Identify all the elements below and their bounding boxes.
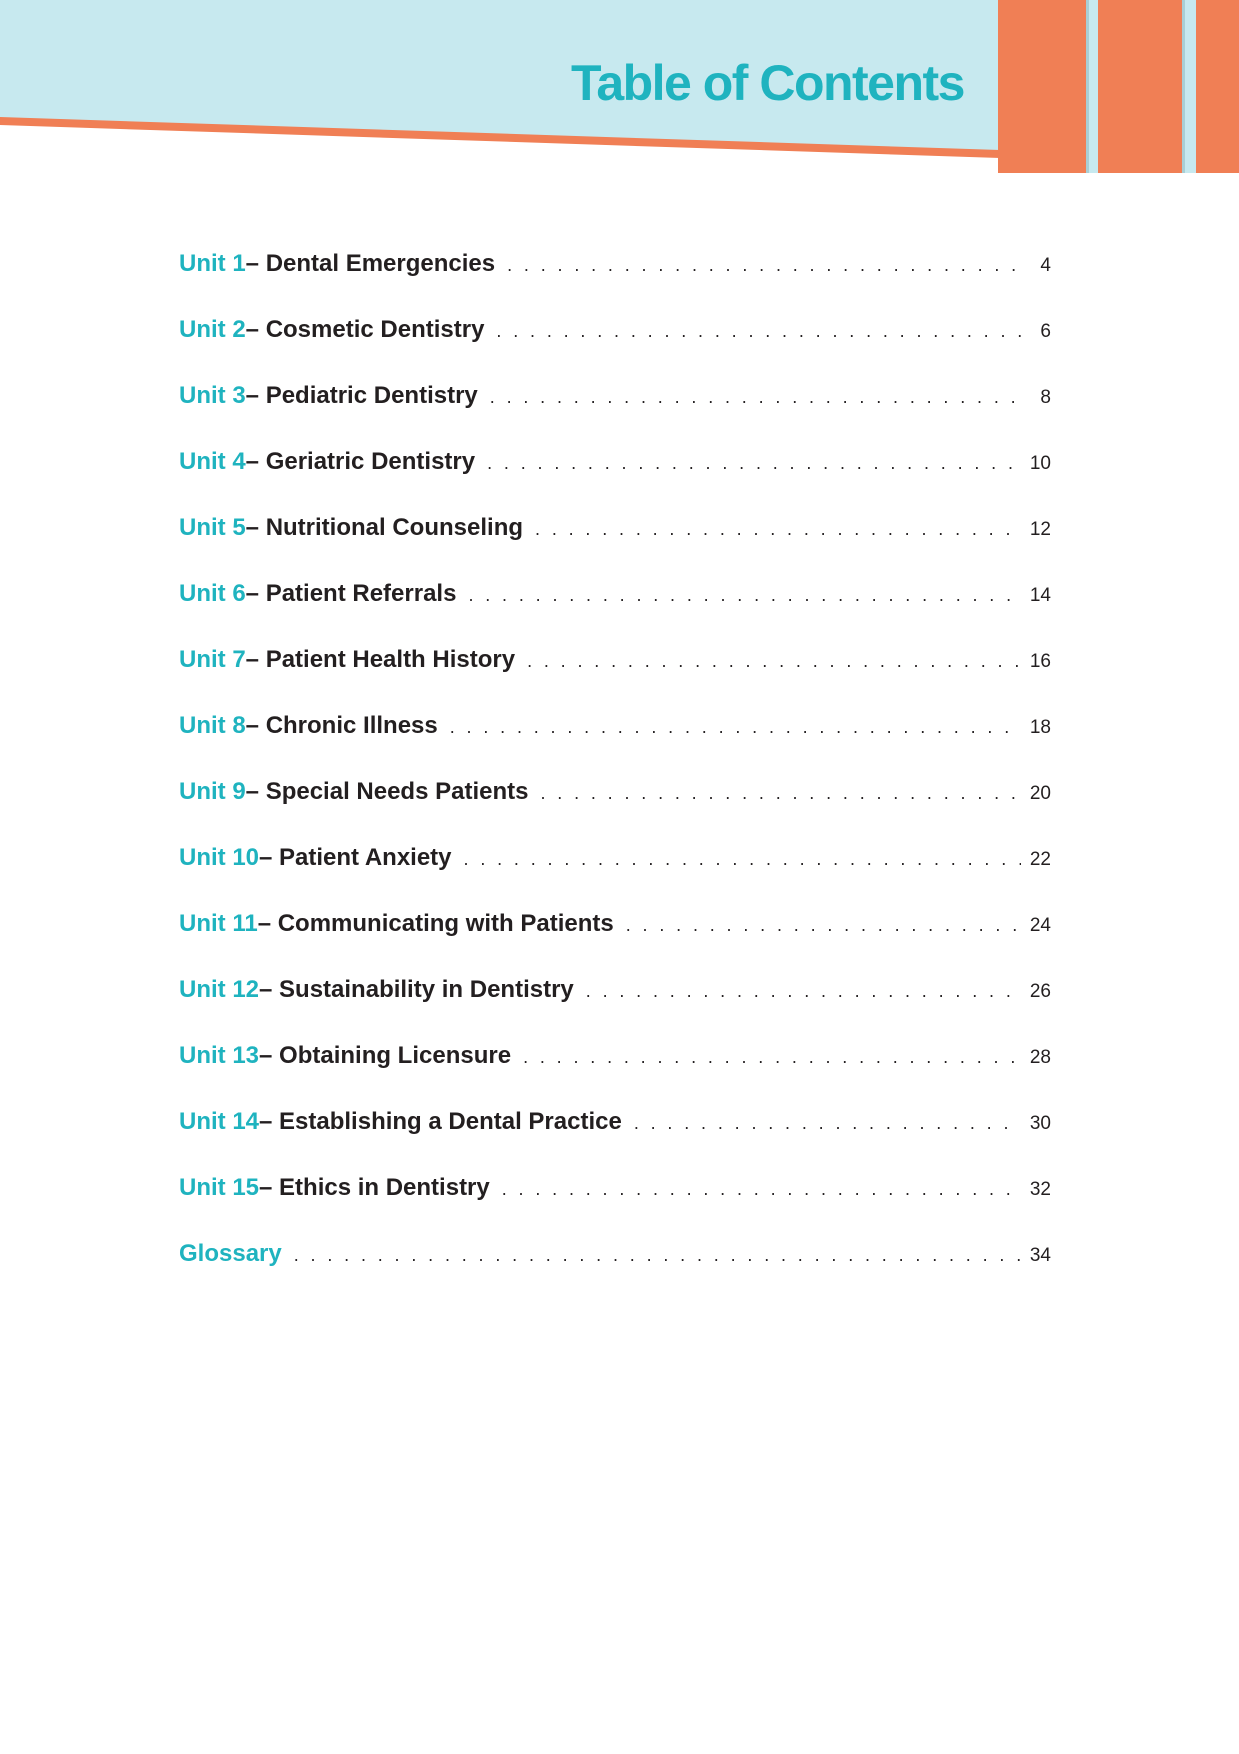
toc-entry-title: – Nutritional Counseling bbox=[245, 514, 524, 541]
toc-entry-title: – Sustainability in Dentistry bbox=[259, 976, 574, 1003]
toc-entry-label: Unit 6 bbox=[179, 580, 246, 607]
toc-entry-label: Unit 15 bbox=[179, 1174, 260, 1201]
toc-entry-page-number: 8 bbox=[1040, 387, 1051, 408]
toc-entry-page-number: 30 bbox=[1029, 1113, 1051, 1134]
toc-entry-title: – Patient Referrals bbox=[245, 580, 457, 607]
toc-entry[interactable] bbox=[179, 910, 1051, 976]
toc-entry-label: Unit 7 bbox=[179, 646, 246, 673]
toc-entry-title: – Obtaining Licensure bbox=[259, 1042, 512, 1069]
toc-entry-title: – Ethics in Dentistry bbox=[259, 1174, 490, 1201]
toc-entry-label: Unit 1 bbox=[179, 250, 246, 277]
toc-entry-label: Glossary bbox=[179, 1240, 282, 1267]
toc-entry-page-number: 24 bbox=[1029, 915, 1051, 936]
toc-entry[interactable] bbox=[179, 1240, 1051, 1306]
dot-leader bbox=[535, 519, 1021, 540]
dot-leader bbox=[540, 783, 1021, 804]
stripe-shadow-1 bbox=[1086, 0, 1089, 173]
toc-entry-page-number: 28 bbox=[1029, 1047, 1051, 1068]
toc-entry-title: – Dental Emergencies bbox=[245, 250, 496, 277]
toc-entry[interactable] bbox=[179, 382, 1051, 448]
dot-leader bbox=[507, 255, 1021, 276]
orange-stripe-3 bbox=[1196, 0, 1239, 173]
toc-entry[interactable] bbox=[179, 976, 1051, 1042]
dot-leader bbox=[502, 1179, 1021, 1200]
toc-entry[interactable] bbox=[179, 1174, 1051, 1240]
toc-entry-label: Unit 9 bbox=[179, 778, 246, 805]
toc-entry[interactable] bbox=[179, 250, 1051, 316]
toc-entry-page-number: 4 bbox=[1040, 255, 1051, 276]
toc-entry-label: Unit 12 bbox=[179, 976, 260, 1003]
toc-entry-title: – Communicating with Patients bbox=[257, 910, 614, 937]
toc-entry-page-number: 12 bbox=[1029, 519, 1051, 540]
toc-entry[interactable] bbox=[179, 1042, 1051, 1108]
toc-entry-title: – Patient Health History bbox=[245, 646, 516, 673]
toc-entry[interactable] bbox=[179, 316, 1051, 382]
toc-entry-title: – Pediatric Dentistry bbox=[245, 382, 478, 409]
toc-entry-page-number: 16 bbox=[1029, 651, 1051, 672]
dot-leader bbox=[586, 981, 1021, 1002]
toc-entry-page-number: 34 bbox=[1029, 1245, 1051, 1266]
toc-entry[interactable] bbox=[179, 514, 1051, 580]
toc-entry-page-number: 32 bbox=[1029, 1179, 1051, 1200]
orange-stripe-1 bbox=[998, 0, 1086, 173]
toc-entry-page-number: 18 bbox=[1029, 717, 1051, 738]
dot-leader bbox=[487, 453, 1021, 474]
toc-entry[interactable] bbox=[179, 1108, 1051, 1174]
toc-entry-title: – Geriatric Dentistry bbox=[245, 448, 476, 475]
dot-leader bbox=[450, 717, 1021, 738]
toc-entry[interactable] bbox=[179, 712, 1051, 778]
toc-entry-page-number: 10 bbox=[1029, 453, 1051, 474]
toc-entry-label: Unit 4 bbox=[179, 448, 246, 475]
toc-entry-page-number: 6 bbox=[1040, 321, 1051, 342]
toc-entry[interactable] bbox=[179, 646, 1051, 712]
toc-entry-title: – Special Needs Patients bbox=[245, 778, 529, 805]
toc-entry[interactable] bbox=[179, 580, 1051, 646]
dot-leader bbox=[523, 1047, 1021, 1068]
toc-entry-page-number: 26 bbox=[1029, 981, 1051, 1002]
toc-entry-page-number: 22 bbox=[1029, 849, 1051, 870]
toc-entry-label: Unit 5 bbox=[179, 514, 246, 541]
toc-entry[interactable] bbox=[179, 778, 1051, 844]
dot-leader bbox=[464, 849, 1021, 870]
dot-leader bbox=[634, 1113, 1021, 1134]
dot-leader bbox=[527, 651, 1021, 672]
toc-entry-label: Unit 11 bbox=[179, 910, 258, 937]
toc-entry-label: Unit 10 bbox=[179, 844, 260, 871]
dot-leader bbox=[496, 321, 1021, 342]
dot-leader bbox=[468, 585, 1021, 606]
dot-leader bbox=[490, 387, 1021, 408]
orange-stripe-2 bbox=[1098, 0, 1182, 173]
toc-entry-title: – Cosmetic Dentistry bbox=[245, 316, 485, 343]
dot-leader bbox=[294, 1245, 1021, 1266]
toc-list bbox=[179, 250, 1051, 1306]
dot-leader bbox=[626, 915, 1021, 936]
stripe-shadow-2 bbox=[1182, 0, 1185, 173]
toc-entry-page-number: 14 bbox=[1029, 585, 1051, 606]
toc-entry[interactable] bbox=[179, 448, 1051, 514]
toc-entry-label: Unit 14 bbox=[179, 1108, 260, 1135]
toc-entry-title: – Chronic Illness bbox=[245, 712, 438, 739]
toc-entry-page-number: 20 bbox=[1029, 783, 1051, 804]
toc-entry-label: Unit 2 bbox=[179, 316, 246, 343]
page-title: Table of Contents bbox=[570, 55, 964, 111]
toc-entry-title: – Establishing a Dental Practice bbox=[259, 1108, 622, 1135]
toc-entry-label: Unit 3 bbox=[179, 382, 246, 409]
toc-entry[interactable] bbox=[179, 844, 1051, 910]
toc-entry-label: Unit 13 bbox=[179, 1042, 260, 1069]
toc-entry-label: Unit 8 bbox=[179, 712, 246, 739]
toc-entry-title: – Patient Anxiety bbox=[259, 844, 452, 871]
